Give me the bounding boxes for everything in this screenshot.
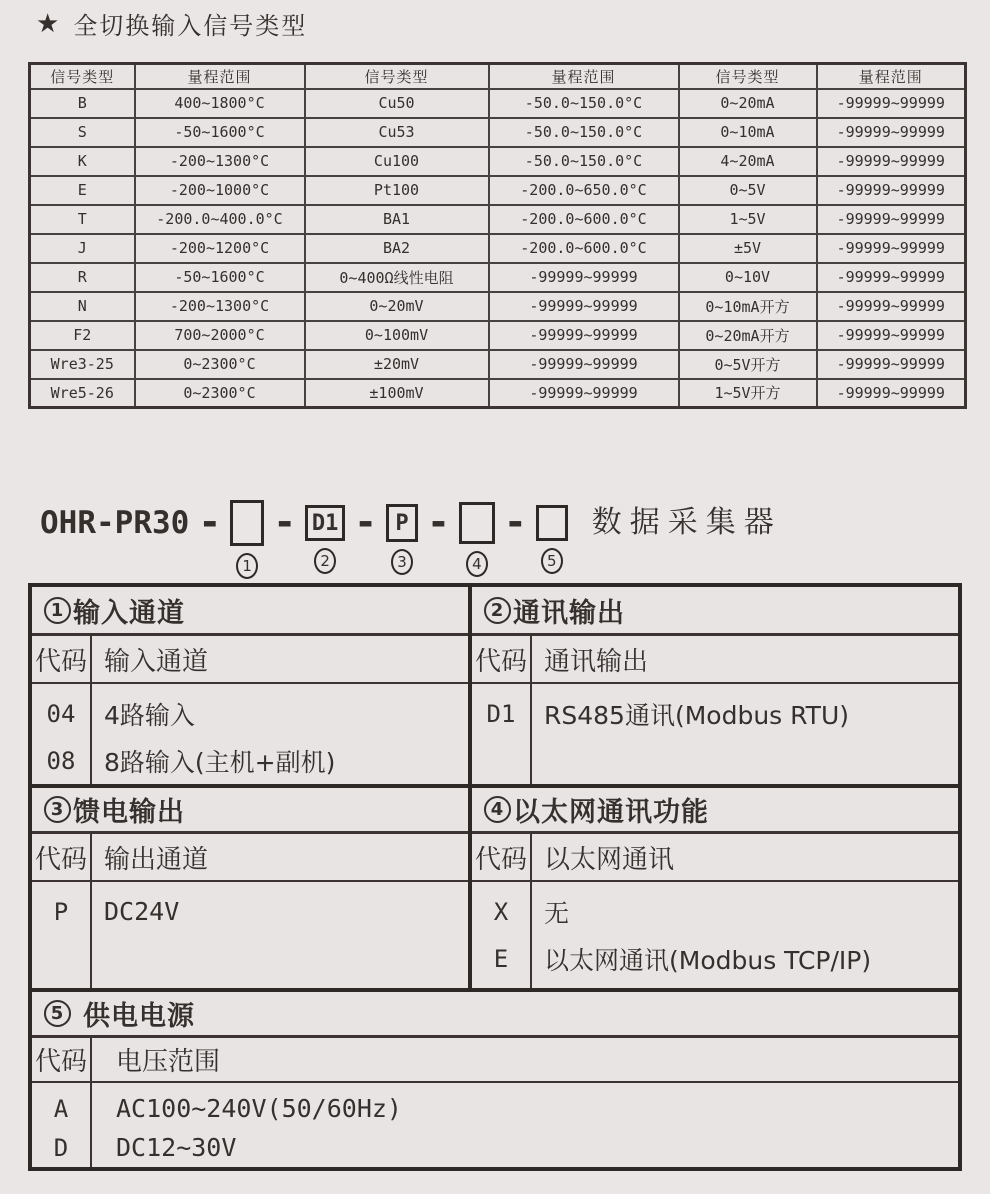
table-cell: 0~2300°C: [135, 350, 305, 379]
table-cell: -200.0~650.0°C: [489, 176, 679, 205]
section-data: [32, 882, 468, 988]
code-value: 04: [46, 699, 76, 728]
value-text: 8路输入(主机+副机): [104, 747, 336, 777]
table-row: [30, 292, 966, 321]
table-cell: Wre5-26: [30, 379, 135, 408]
table-cell: -200.0~400.0°C: [135, 205, 305, 234]
circled-number-4: 4: [466, 551, 488, 577]
table-cell: BA2: [305, 234, 489, 263]
product-name: 数据采集器: [591, 505, 782, 540]
code-value: P: [53, 897, 69, 926]
table-cell: -99999~99999: [817, 118, 966, 147]
table-row: [30, 263, 966, 292]
table-cell: R: [30, 263, 135, 292]
table-cell: 4~20mA: [679, 147, 817, 176]
code-column: [32, 684, 92, 784]
table-cell: 0~400Ω线性电阻: [305, 263, 489, 292]
table-cell: -99999~99999: [817, 89, 966, 118]
code-box-5: [536, 505, 568, 541]
table-row: [30, 350, 966, 379]
section-comm-output: [472, 587, 958, 784]
circled-number-3: 3: [391, 549, 413, 575]
section-title: [472, 788, 958, 834]
value-column: [92, 882, 179, 988]
value-text: DC12~30V: [116, 1133, 237, 1162]
section-title-text: 馈电输出: [73, 797, 185, 828]
table-cell: -200~1300°C: [135, 147, 305, 176]
section-input-channel: [32, 587, 472, 784]
table-cell: -50.0~150.0°C: [489, 89, 679, 118]
section-data: [472, 684, 958, 784]
circled-number-5: 5: [44, 1000, 71, 1027]
table-cell: ±5V: [679, 234, 817, 263]
column-header: 量程范围: [135, 64, 305, 89]
circled-number-2: 2: [314, 548, 336, 574]
code-value: D: [53, 1133, 69, 1162]
dash: -: [426, 500, 450, 544]
table-cell: 0~10V: [679, 263, 817, 292]
section-title: [472, 587, 958, 636]
value-header: 电压范围: [116, 1047, 221, 1077]
code-header: 代码: [472, 636, 532, 682]
table-row: [30, 205, 966, 234]
dash: -: [198, 500, 222, 544]
section-title-text: 通讯输出: [513, 597, 625, 629]
code-column: [32, 1083, 92, 1167]
section-ethernet: [472, 788, 958, 988]
table-cell: -200~1000°C: [135, 176, 305, 205]
circled-number-4: 4: [484, 796, 511, 823]
code-box-4: [459, 502, 495, 544]
table-cell: Cu53: [305, 118, 489, 147]
code-value: E: [493, 944, 509, 973]
value-header: 通讯输出: [544, 646, 649, 677]
table-row: [30, 147, 966, 176]
value-text: 4路输入: [104, 700, 195, 730]
table-cell: -99999~99999: [489, 321, 679, 350]
section-header-row: [32, 834, 468, 882]
table-cell: 0~20mV: [305, 292, 489, 321]
table-cell: Cu100: [305, 147, 489, 176]
signal-table-header-row: [30, 64, 966, 89]
table-cell: J: [30, 234, 135, 263]
value-column: [92, 684, 335, 784]
code-value: 08: [46, 746, 76, 775]
table-cell: -99999~99999: [817, 176, 966, 205]
value-column: [532, 684, 849, 784]
page-title: [36, 6, 307, 41]
dash: -: [354, 500, 377, 544]
code-header: 代码: [32, 636, 92, 682]
circled-number-1: 1: [44, 597, 71, 624]
code-header: 代码: [32, 834, 92, 880]
code-value: D1: [486, 699, 516, 728]
section-data: [32, 684, 468, 784]
table-cell: K: [30, 147, 135, 176]
table-cell: BA1: [305, 205, 489, 234]
table-cell: -99999~99999: [817, 379, 966, 408]
table-cell: B: [30, 89, 135, 118]
table-cell: 0~10mA: [679, 118, 817, 147]
code-slot-3: [386, 500, 418, 575]
table-cell: 0~10mA开方: [679, 292, 817, 321]
section-title-text: 输入通道: [73, 597, 185, 629]
code-header: 代码: [32, 1038, 92, 1081]
table-cell: 0~5V开方: [679, 350, 817, 379]
star-icon: ★: [36, 8, 62, 39]
code-header: 代码: [472, 834, 532, 880]
table-cell: -99999~99999: [489, 379, 679, 408]
code-slot-2: [305, 500, 345, 574]
ordering-code-line: [40, 500, 782, 579]
table-cell: -99999~99999: [817, 263, 966, 292]
value-text: AC100~240V(50/60Hz): [116, 1094, 402, 1123]
table-cell: -200.0~600.0°C: [489, 205, 679, 234]
section-header-row: [32, 1038, 958, 1083]
circled-number-2: 2: [484, 597, 511, 624]
band-2: [32, 788, 958, 992]
circled-number-5: 5: [541, 548, 563, 574]
value-text: 以太网通讯(Modbus TCP/IP): [544, 945, 872, 975]
table-row: [30, 379, 966, 408]
value-column: [532, 882, 871, 988]
table-cell: Cu50: [305, 89, 489, 118]
code-value: X: [493, 897, 509, 926]
table-cell: -200.0~600.0°C: [489, 234, 679, 263]
section-data: [32, 1083, 958, 1167]
band-1: [32, 587, 958, 788]
table-cell: 0~100mV: [305, 321, 489, 350]
table-cell: -50.0~150.0°C: [489, 118, 679, 147]
column-header: 信号类型: [305, 64, 489, 89]
table-cell: -99999~99999: [817, 350, 966, 379]
table-row: [30, 234, 966, 263]
value-text: DC24V: [104, 897, 180, 926]
section-title: [32, 788, 468, 834]
table-cell: Pt100: [305, 176, 489, 205]
table-cell: 1~5V开方: [679, 379, 817, 408]
code-box-1: [230, 500, 264, 546]
dash: -: [273, 500, 297, 544]
section-title-text: 供电电源: [83, 1001, 195, 1032]
column-header: 信号类型: [30, 64, 135, 89]
signal-range-table: [28, 62, 967, 409]
table-cell: -50~1600°C: [135, 263, 305, 292]
table-cell: 0~2300°C: [135, 379, 305, 408]
table-cell: 0~20mA: [679, 89, 817, 118]
code-column: [32, 882, 92, 988]
code-slot-4: [459, 500, 495, 577]
code-slot-5: [536, 500, 568, 574]
code-column: [472, 882, 532, 988]
value-text: RS485通讯(Modbus RTU): [544, 700, 850, 730]
section-feed-output: [32, 788, 472, 988]
section-title: [32, 587, 468, 636]
table-cell: -200~1200°C: [135, 234, 305, 263]
table-cell: -99999~99999: [817, 205, 966, 234]
section-title-text: 以太网通讯功能: [513, 797, 709, 828]
column-header: 量程范围: [817, 64, 966, 89]
table-cell: -99999~99999: [489, 350, 679, 379]
table-cell: -50~1600°C: [135, 118, 305, 147]
table-cell: F2: [30, 321, 135, 350]
table-cell: -200~1300°C: [135, 292, 305, 321]
circled-number-1: 1: [236, 553, 258, 579]
table-cell: N: [30, 292, 135, 321]
table-cell: -99999~99999: [817, 234, 966, 263]
table-cell: 400~1800°C: [135, 89, 305, 118]
code-box-2: D1: [305, 505, 345, 541]
value-column: [92, 1083, 402, 1167]
model-number: OHR-PR30: [40, 505, 190, 541]
code-slot-1: [230, 500, 264, 579]
table-cell: -99999~99999: [489, 263, 679, 292]
dash: -: [503, 500, 527, 544]
value-header: 输出通道: [104, 844, 209, 875]
page-title-text: 全切换输入信号类型: [73, 12, 308, 40]
table-cell: -99999~99999: [817, 321, 966, 350]
section-data: [472, 882, 958, 988]
section-header-row: [472, 834, 958, 882]
table-cell: 0~5V: [679, 176, 817, 205]
column-header: 信号类型: [679, 64, 817, 89]
section-power-supply: [32, 992, 958, 1167]
table-cell: -99999~99999: [817, 147, 966, 176]
value-text: 无: [544, 898, 570, 928]
circled-number-3: 3: [44, 796, 71, 823]
table-cell: E: [30, 176, 135, 205]
table-row: [30, 176, 966, 205]
value-header: 以太网通讯: [544, 844, 675, 875]
table-cell: Wre3-25: [30, 350, 135, 379]
column-header: 量程范围: [489, 64, 679, 89]
table-cell: 0~20mA开方: [679, 321, 817, 350]
section-header-row: [472, 636, 958, 684]
table-row: [30, 321, 966, 350]
table-cell: S: [30, 118, 135, 147]
table-cell: ±100mV: [305, 379, 489, 408]
code-value: A: [53, 1094, 69, 1123]
code-column: [472, 684, 532, 784]
value-header: 输入通道: [104, 646, 209, 677]
code-box-3: P: [386, 504, 418, 542]
table-cell: ±20mV: [305, 350, 489, 379]
table-cell: 1~5V: [679, 205, 817, 234]
table-row: [30, 118, 966, 147]
section-header-row: [32, 636, 468, 684]
table-cell: -99999~99999: [817, 292, 966, 321]
table-cell: -99999~99999: [489, 292, 679, 321]
table-cell: 700~2000°C: [135, 321, 305, 350]
section-title: [32, 992, 958, 1038]
ordering-code-tables: [28, 583, 962, 1171]
table-cell: -50.0~150.0°C: [489, 147, 679, 176]
table-row: [30, 89, 966, 118]
table-cell: T: [30, 205, 135, 234]
